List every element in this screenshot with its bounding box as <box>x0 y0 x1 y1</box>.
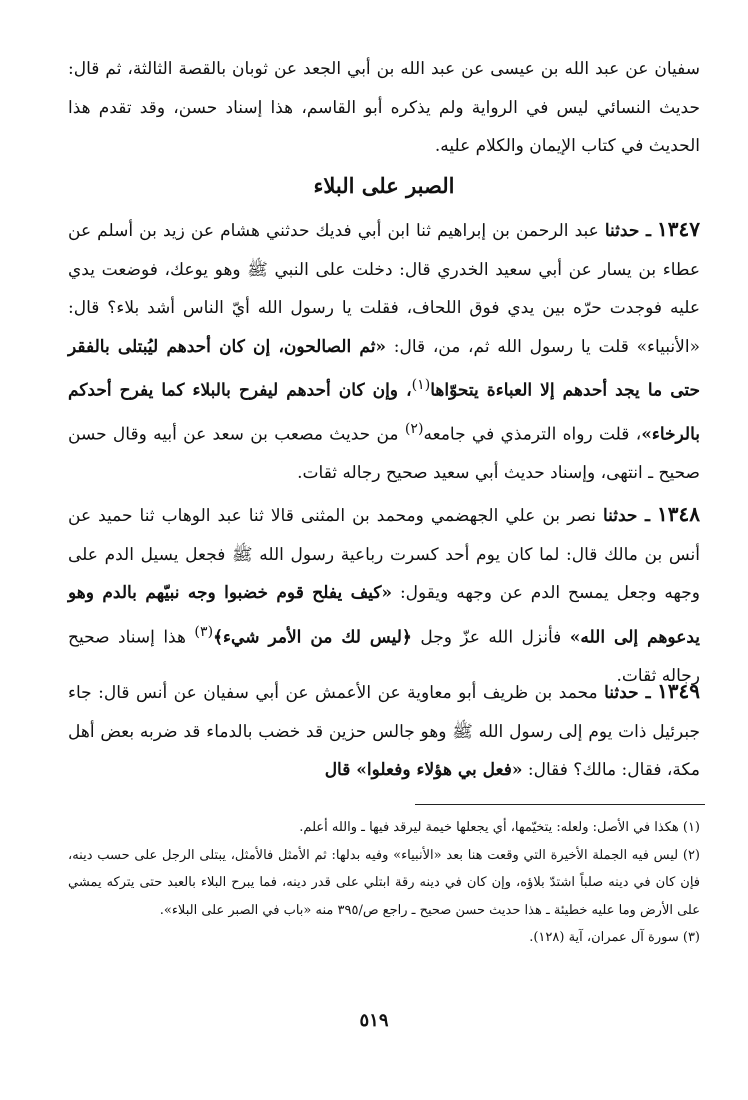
prophet-quote: ، وإن كان أحدهم ليفرح بالبلاء كما يفرح أحدكم بالرخاء» <box>68 380 701 445</box>
hadith-number: ١٣٤٨ <box>657 502 700 526</box>
prophet-quote: «فعل بي هؤلاء وفعلوا» <box>356 760 523 780</box>
intro-paragraph <box>68 50 700 166</box>
footnote-2: (٢) ليس فيه الجملة الأخيرة التي وقعت هنا بعد «الأنبياء» وفيه بدلها: ثم الأمثل فالأمثل، يبتلى الرجل على حسب دينه، فإن كان في دينه صلباً اشتدّ بلاؤه، وإن كان في دينه رقة ابتلي على قدر دينه، فما يبرح البلاء بالعبد حتى يتركه يمشي على الأرض وما عليه خطيئة ـ هذا حديث حسن صحيح ـ راجع ص/٣٩٥ منه «باب في الصبر على البلاء». <box>68 847 700 918</box>
hadith-text: هذا إسناد صحيح رجاله ثقات. <box>68 627 700 686</box>
hadith-1347 <box>68 210 700 493</box>
footnote-1: (١) هكذا في الأصل: ولعله: يتخيّمها، أي يجعلها خيمة ليرقد فيها ـ والله أعلم. <box>299 820 700 835</box>
hadith-text: فأنزل الله عزّ وجل <box>411 627 570 648</box>
hadith-text: محمد بن ظريف أبو معاوية عن الأعمش عن أبي سفيان عن أنس قال: جاء جبرئيل ذات يوم إلى رسول الله ﷺ وهو جالس حزين قد خضب بالدماء قد ضربه بعض أهل مكة، فقال: مالك؟ فقال: <box>68 683 700 780</box>
hadith-text: عبد الرحمن بن إبراهيم ثنا ابن أبي فديك حدثني هشام عن زيد بن أسلم عن عطاء بن يسار عن أبي سعيد الخدري قال: دخلت على النبي ﷺ وهو يوعك، فوضعت يدي عليه فوجدت حرّه بين يدي فوق اللحاف، فقلت يا رسول الله أيّ الناس أشد بلاء؟ قال: «الأنبياء» قلت يا رسول الله ثم، من، قال: <box>68 221 700 357</box>
chapter-title: الصبر على البلاء <box>313 173 455 198</box>
hadith-number: ١٣٤٧ <box>657 217 700 241</box>
hadith-text: ، قلت رواه الترمذي في جامعه <box>423 424 642 445</box>
footnotes <box>68 814 700 952</box>
hadith-keyword: ـ حدثنا <box>602 506 650 526</box>
footnote-ref: (٢) <box>404 421 424 438</box>
footnote-divider <box>415 804 705 805</box>
hadith-keyword: ـ حدثنا <box>604 683 651 703</box>
hadith-text: قال <box>324 760 357 780</box>
hadith-keyword: ـ حدثنا <box>604 221 651 241</box>
footnote-ref: (٣) <box>194 623 214 640</box>
prophet-quote: «كيف يفلح قوم خضبوا وجه نبيّهم بالدم وهو يدعوهم إلى الله» <box>68 583 700 648</box>
hadith-text: نصر بن علي الجهضمي ومحمد بن المثنى قالا ثنا عبد الوهاب ثنا حميد عن أنس بن مالك قال: لما كان يوم أحد كسرت رباعية رسول الله ﷺ فجعل يسيل الدم على وجهه وجعل يمسح الدم عن وجهه ويقول: <box>68 506 700 603</box>
page-number: ٥١٩ <box>359 1010 389 1031</box>
hadith-1348 <box>68 495 700 695</box>
quran-verse: ﴿ليس لك من الأمر شيء﴾ <box>213 627 412 648</box>
prophet-quote: «ثم الصالحون، إن كان أحدهم ليُبتلى بالفقر حتى ما يجد أحدهم إلا العباءة يتحوّاها <box>68 336 700 401</box>
footnote-ref: (١) <box>411 377 431 393</box>
hadith-1349 <box>68 672 700 790</box>
footnote-3: (٣) سورة آل عمران، آية (١٢٨). <box>529 930 700 945</box>
hadith-number: ١٣٤٩ <box>657 679 701 703</box>
intro-text: سفيان عن عبد الله بن عيسى عن عبد الله بن أبي الجعد عن ثوبان بالقصة الثالثة، ثم قال: حديث النسائي ليس في الرواية ولم يذكره أبو القاسم، هذا إسناد حسن، وقد تقدم هذا الحديث في كتاب الإيمان والكلام عليه. <box>68 59 700 156</box>
hadith-text: من حديث مصعب بن سعد عن أبيه وقال حسن صحيح ـ انتهى، وإسناد حديث أبي سعيد صحيح رجاله ثقات. <box>68 424 700 484</box>
